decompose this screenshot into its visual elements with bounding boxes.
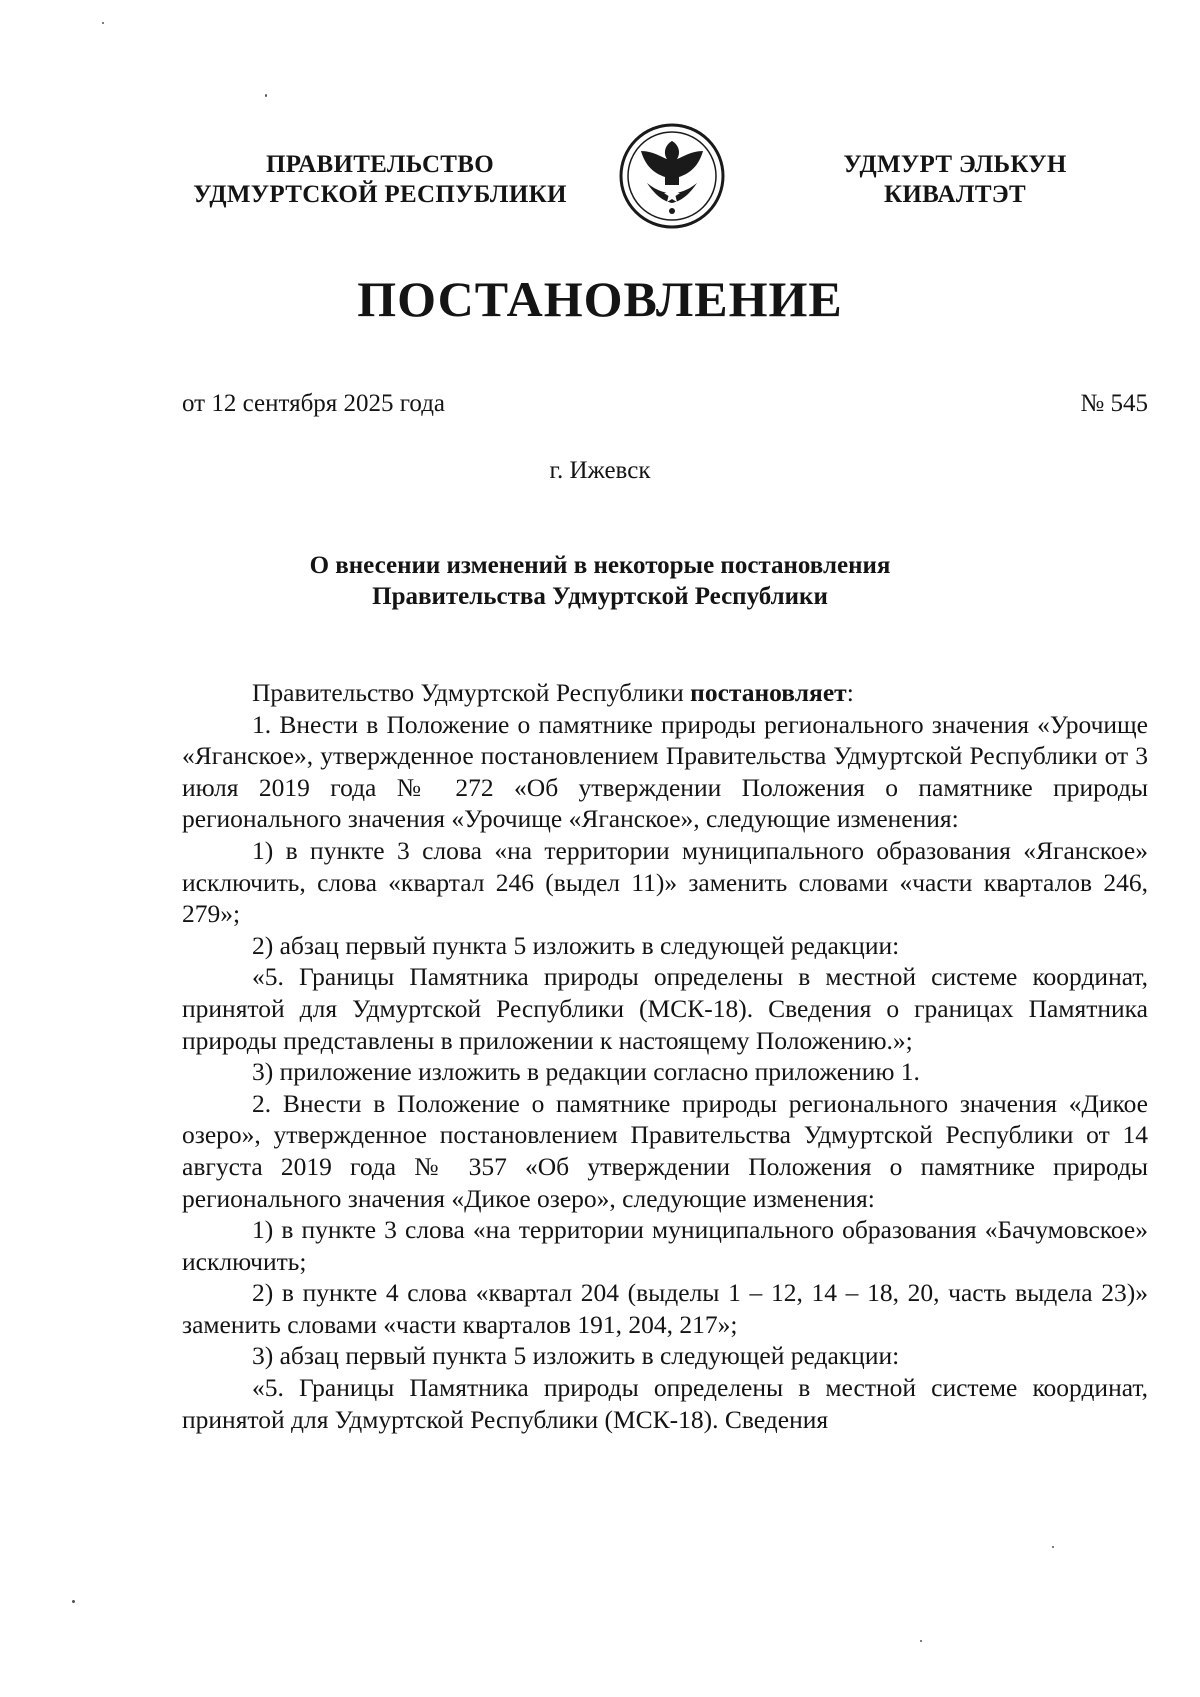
issuer-line: УДМУРТ ЭЛЬКУН	[843, 151, 1067, 178]
scan-speck	[1052, 1546, 1054, 1548]
document-subject	[0, 550, 1200, 612]
scan-speck	[72, 1600, 75, 1603]
scan-speck	[102, 22, 104, 24]
body-paragraph: 1. Внести в Положение о памятнике природы регионального значения «Урочище «Яганское», утвержденное постановлением Правительства Удмуртской Республики от 3 июля 2019 года № 272 «Об утверждении Положения о памятнике природы регионального значения «Урочище «Яганское», следующие изменения:	[182, 709, 1148, 834]
udmurt-coat-of-arms-icon	[617, 121, 727, 231]
document-city: г. Ижевск	[549, 457, 651, 484]
body-paragraph: 1) в пункте 3 слова «на территории муниципального образования «Бачумовское» исключить;	[182, 1215, 1148, 1276]
scan-speck	[265, 94, 267, 97]
body-paragraph: 3) абзац первый пункта 5 изложить в следующей редакции:	[252, 1341, 900, 1371]
body-paragraph: 2) абзац первый пункта 5 изложить в следующей редакции:	[252, 930, 900, 960]
issuer-line: ПРАВИТЕЛЬСТВО	[266, 151, 494, 178]
body-paragraph: «5. Границы Памятника природы определены в местной системе координат, принятой для Удмуртской Республики (МСК-18). Сведения	[182, 1373, 1148, 1434]
document-number: № 545	[1080, 390, 1148, 417]
issuer-name-russian	[180, 150, 580, 210]
preamble-verb: постановляет	[690, 678, 847, 707]
body-paragraph: 1) в пункте 3 слова «на территории муниципального образования «Яганское» исключить, слова «квартал 246 (выдел 11)» заменить словами «части кварталов 246, 279»;	[182, 835, 1148, 929]
preamble-colon: :	[846, 678, 854, 707]
body-paragraph: 2. Внести в Положение о памятнике природы регионального значения «Дикое озеро», утвержденное постановлением Правительства Удмуртской Республики от 14 августа 2019 года № 357 «Об утверждении Положения о памятнике природы регионального значения «Дикое озеро», следующие изменения:	[182, 1088, 1148, 1213]
issuer-name-udmurt	[830, 150, 1080, 210]
body-paragraph: 2) в пункте 4 слова «квартал 204 (выделы 1 – 12, 14 – 18, 20, часть выдела 23)» заменить словами «части кварталов 191, 204, 217»;	[182, 1278, 1148, 1339]
scan-speck	[920, 1640, 922, 1642]
document-body	[182, 677, 1148, 1435]
subject-line: Правительства Удмуртской Республики	[372, 583, 828, 610]
document-date: от 12 сентября 2025 года	[182, 390, 446, 417]
body-paragraph: «5. Границы Памятника природы определены в местной системе координат, принятой для Удмуртской Республики (МСК-18). Сведения о границах Памятника природы представлены в приложении к настоящему Положению.»;	[182, 962, 1148, 1055]
preamble-text: Правительство Удмуртской Республики	[252, 678, 691, 707]
issuer-line: КИВАЛТЭТ	[883, 181, 1027, 208]
document-title: ПОСТАНОВЛЕНИЕ	[357, 271, 843, 327]
preamble	[182, 677, 1148, 709]
body-paragraph: 3) приложение изложить в редакции согласно приложению 1.	[252, 1057, 920, 1087]
subject-line: О внесении изменений в некоторые постановления	[309, 552, 891, 579]
issuer-line: УДМУРТСКОЙ РЕСПУБЛИКИ	[193, 181, 567, 208]
